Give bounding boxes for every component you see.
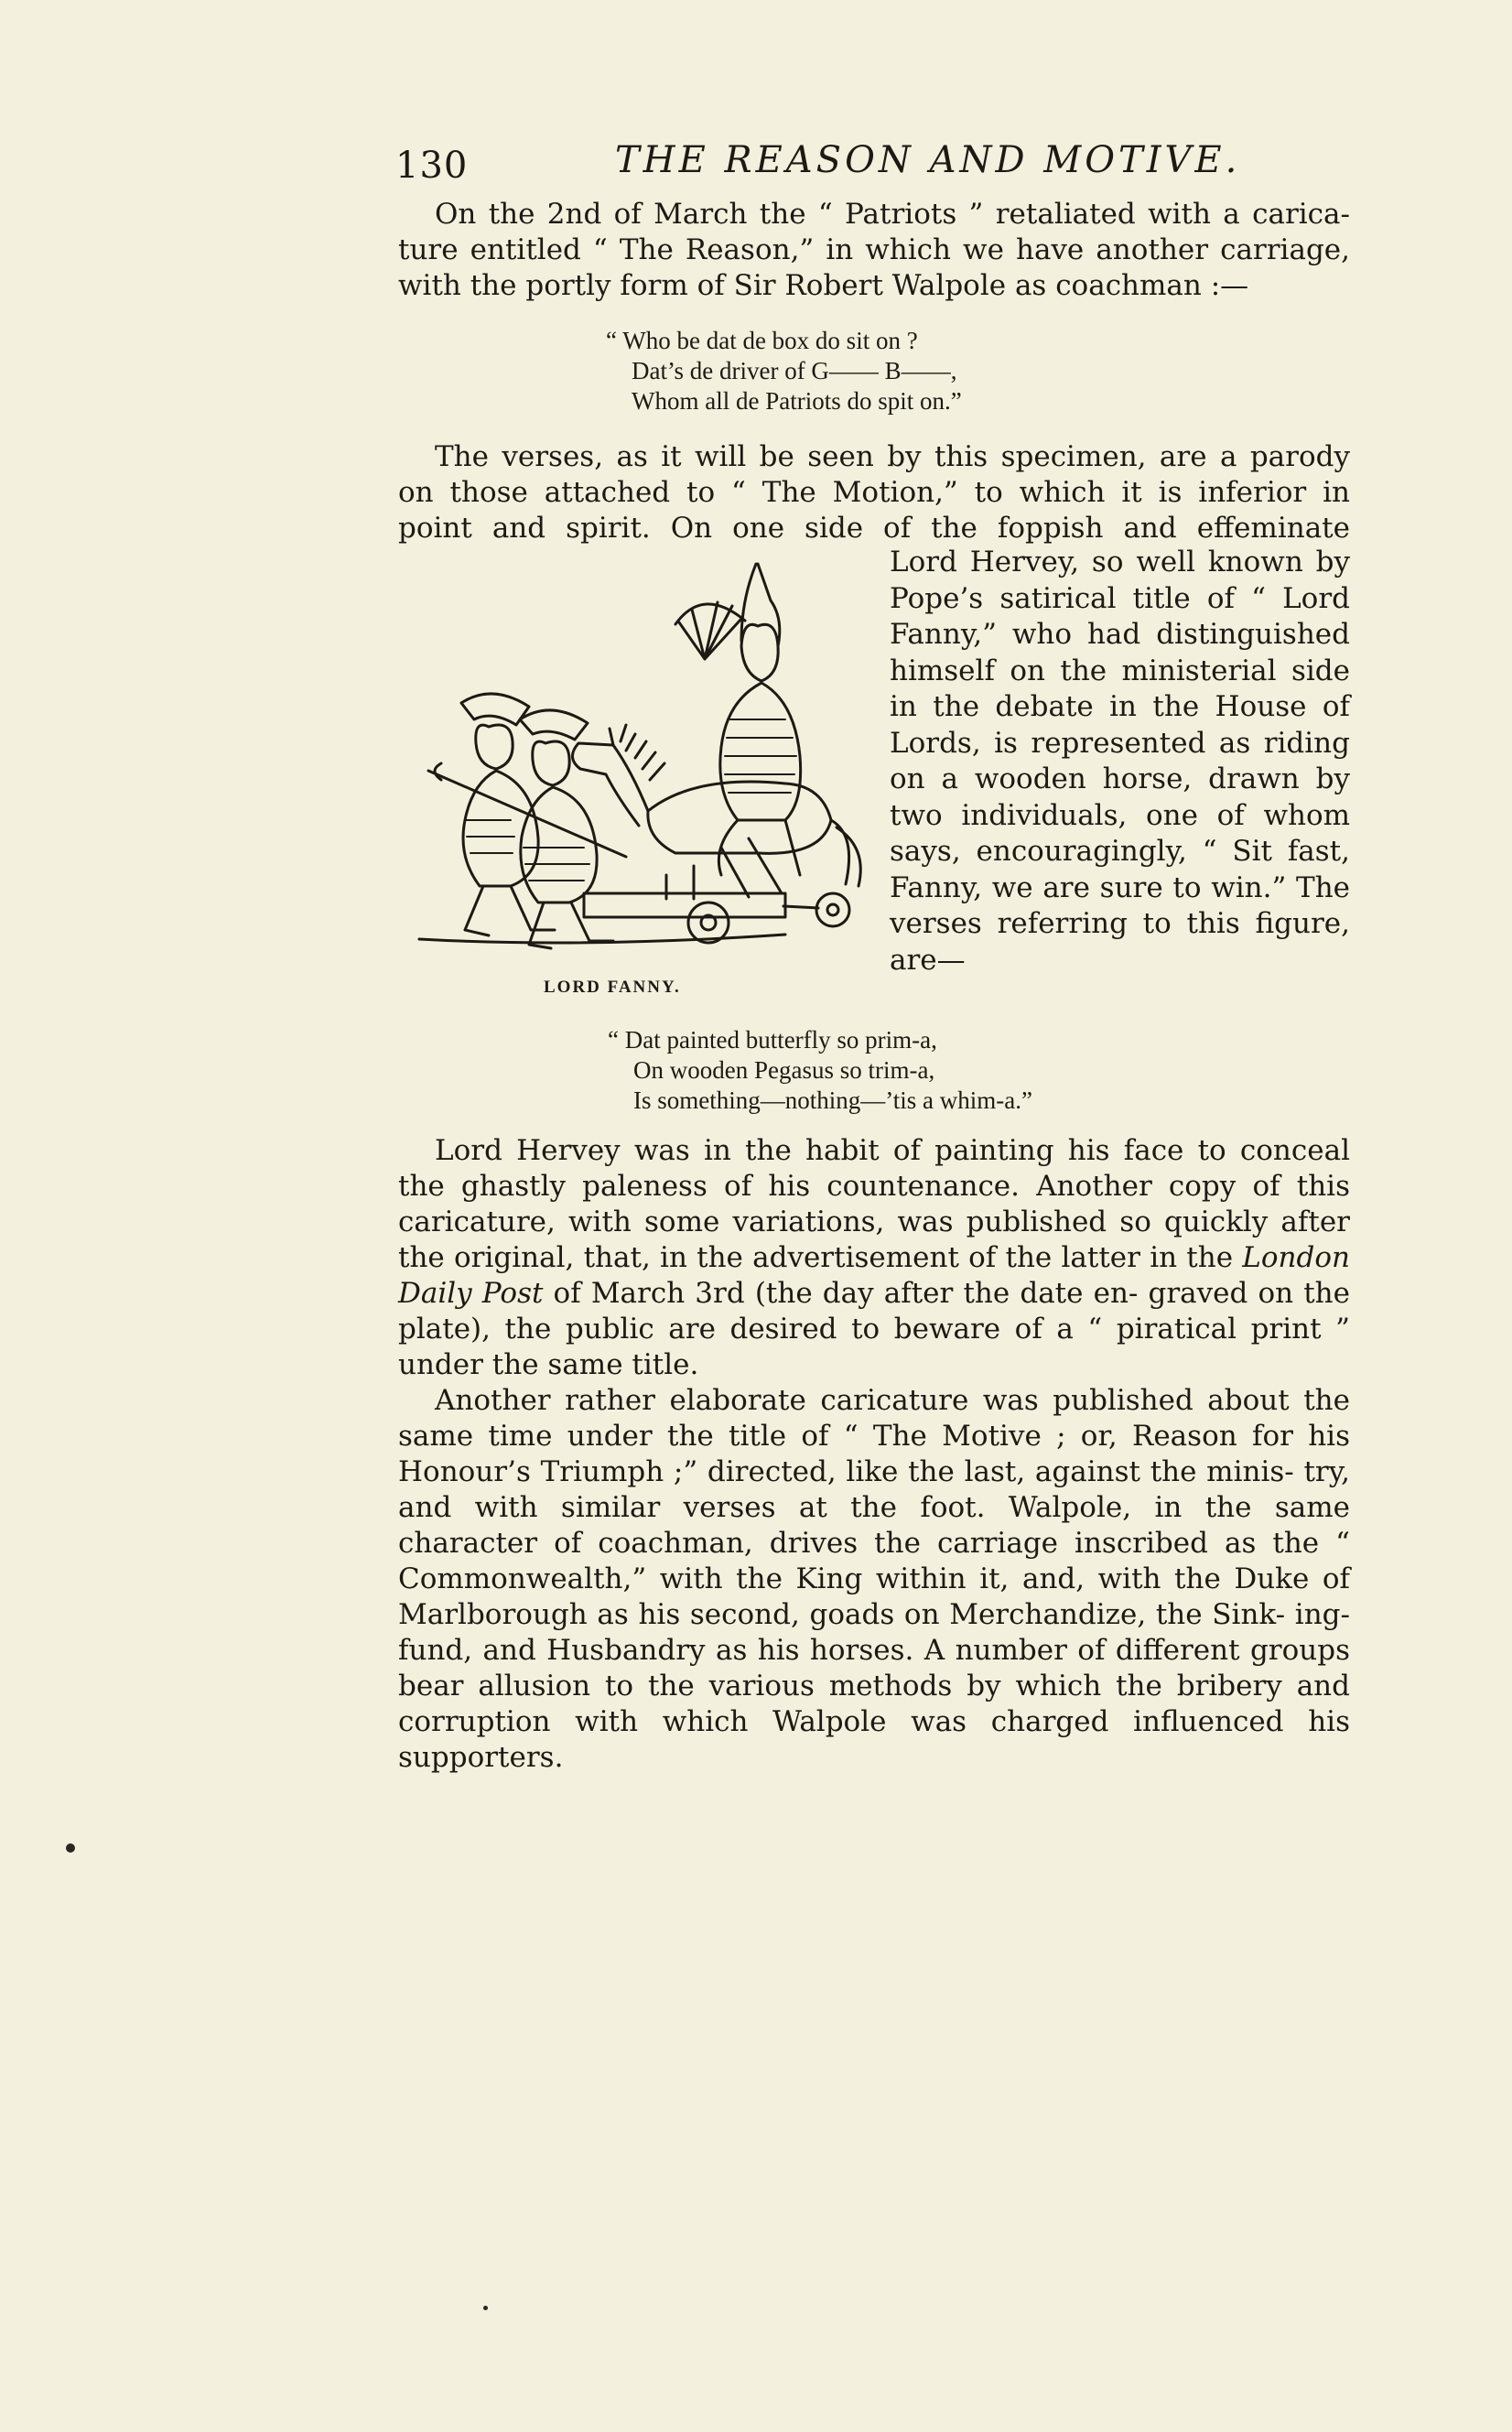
verse-2-line-1: “ Dat painted butterfly so prim-a, [608, 1026, 937, 1054]
verse-2-line-3: Is something—nothing—’tis a whim-a.” [633, 1086, 1032, 1114]
wrapped-paragraph [890, 545, 1350, 978]
paragraph-2-line-1: The verses, as it will be seen by this specimen, are a parody [435, 440, 1350, 473]
verse-1-line-2: Dat’s de driver of G—— B——, [632, 357, 957, 384]
paragraph-2-line-2: on those attached to “ The Motion,” to which it is inferior in [398, 476, 1350, 509]
verse-1-line-1: “ Who be dat de box do sit on ? [606, 327, 918, 354]
paragraph-2-line-3: point and spirit. On one side of the foppish and effeminate [398, 512, 1350, 545]
paragraph-4 [398, 1383, 1350, 1776]
verse-1 [606, 326, 962, 416]
ink-speck-small [483, 2306, 488, 2310]
newspaper-title: London Daily Post [398, 1241, 1350, 1310]
paragraph-1-text: On the 2nd of March the “ Patriots ” retaliated with a carica- ture entitled “ The Reason,” in which we have another carriage, with the portly form of Sir Robert Walpole as coachman :— [398, 198, 1350, 302]
verse-1-line-3: Whom all de Patriots do spit on.” [632, 387, 962, 415]
paragraph-3-text [398, 1133, 1350, 1383]
page-number: 130 [395, 145, 469, 187]
paragraph-3-after: of March 3rd (the day after the date en- graved on the plate), the public are desired to beware of a “ piratical print ” under the same title. [398, 1277, 1350, 1381]
verse-2 [608, 1025, 1032, 1116]
running-head: THE REASON AND MOTIVE. [615, 139, 1241, 181]
paragraph-1 [398, 197, 1350, 304]
lord-fanny-illustration [401, 546, 877, 985]
figure-caption: LORD FANNY. [544, 978, 681, 997]
verse-2-line-2: On wooden Pegasus so trim-a, [633, 1056, 935, 1084]
wrapped-paragraph-text: Lord Hervey, so well known by Pope’s satirical title of “ Lord Fanny,” who had distinguished himself on the ministerial side in the debate in the House of Lords, is represented as riding on a wooden horse, drawn by two individuals, one of whom says, encouragingly, “ Sit fast, Fanny, we are sure to win.” The verses referring to this figure, are— [890, 546, 1350, 977]
paragraph-3 [398, 1133, 1350, 1383]
paragraph-2 [398, 439, 1350, 546]
ink-speck [66, 1843, 75, 1853]
paragraph-4-text: Another rather elaborate caricature was published about the same time under the title of “ The Motive ; or, Reason for his Honour’s Triumph ;” directed, like the last, against the minis- try, and with similar verses at the foot. Walpole, in the same character of coachman, drives the carriage inscribed as the “ Commonwealth,” with the King within it, and, with the Duke of Marlborough as his second, goads on Merchandize, the Sink- ing-fund, and Husbandry as his horses. A number of different groups bear allusion to the various methods by which the bribery and corruption with which Walpole was charged influenced his supporters. [398, 1384, 1350, 1774]
paragraph-3-before: Lord Hervey was in the habit of painting his face to conceal the ghastly paleness of his countenance. Another copy of this caricature, with some variations, was published so quickly after the original, that, in the advertisement of the latter in the [398, 1134, 1350, 1274]
